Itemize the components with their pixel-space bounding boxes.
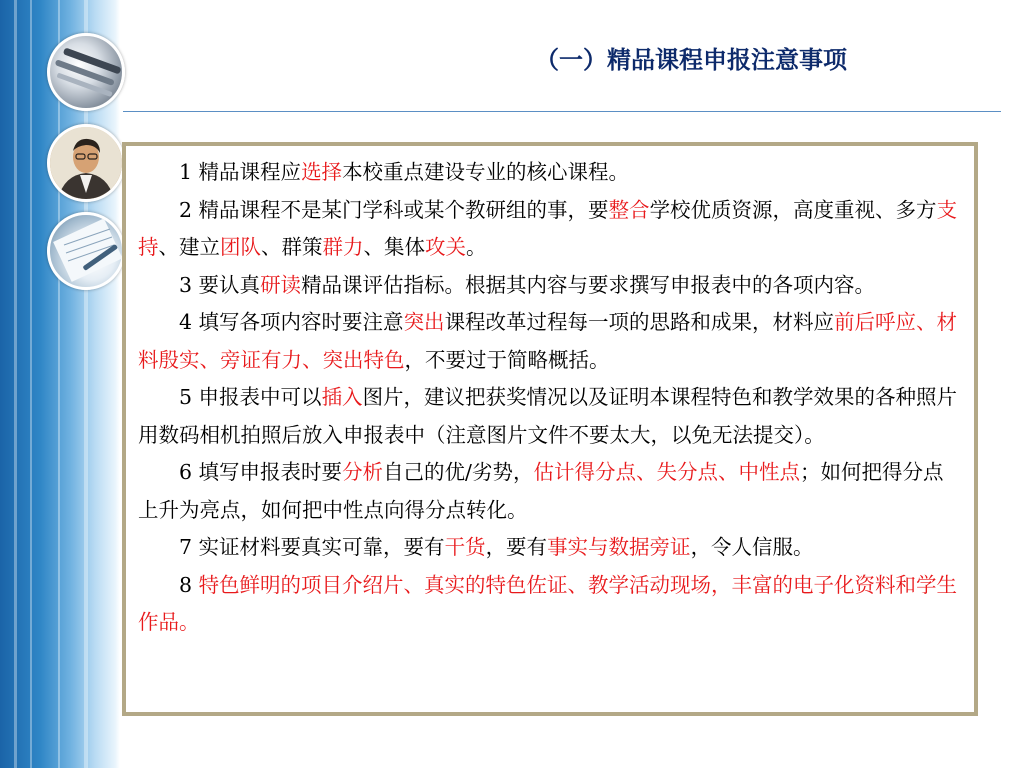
list-item xyxy=(138,154,962,192)
page-title: （一）精品课程申报注意事项 xyxy=(535,46,847,74)
list-item xyxy=(138,304,962,379)
highlight-text: 特色鲜明的项目介绍片、真实的特色佐证、教学活动现场，丰富的电子化资料和学生作品。 xyxy=(138,572,958,634)
list-item xyxy=(138,567,962,642)
highlight-text: 突出 xyxy=(403,310,445,334)
highlight-text: 攻关 xyxy=(425,235,466,259)
highlight-text: 群力 xyxy=(322,235,364,259)
body-text: ，不要过于简略概括。 xyxy=(404,347,610,372)
body-text: 图片，建议把获奖情况以及证明本课程特色和教学效果的各种照片用数码相机拍照后放入申报表中（注意图片文件不要太大，以免无法提交）。 xyxy=(138,385,958,447)
sidebar-stripe xyxy=(58,0,60,768)
highlight-text: 分析 xyxy=(342,460,384,484)
body-text: 、集体 xyxy=(363,235,425,259)
paper-photo-icon xyxy=(47,212,125,290)
body-text: 学校优质资源，高度重视、多方 xyxy=(649,197,937,222)
content-box xyxy=(122,142,978,716)
highlight-text: 事实与数据旁证 xyxy=(547,535,691,559)
highlight-text: 干货 xyxy=(444,535,486,559)
body-text: 。 xyxy=(466,235,487,259)
sidebar-stripe xyxy=(30,0,32,768)
highlight-text: 团队 xyxy=(220,235,261,259)
title-divider xyxy=(123,111,1001,112)
list-item xyxy=(138,454,962,529)
body-text: 6 填写申报表时要 xyxy=(179,460,343,484)
sidebar-stripe xyxy=(84,0,88,768)
body-text: 7 实证材料要真实可靠，要有 xyxy=(179,535,445,559)
body-text: 2 精品课程不是某门学科或某个教研组的事，要 xyxy=(179,197,609,222)
body-text: ，令人信服。 xyxy=(690,535,814,559)
highlight-text: 整合 xyxy=(608,197,650,222)
highlight-text: 研读 xyxy=(260,272,302,297)
body-text: 、群策 xyxy=(261,235,323,259)
sidebar-stripe xyxy=(14,0,17,768)
person-photo-icon xyxy=(47,124,125,202)
body-text: 1 精品课程应 xyxy=(179,160,302,184)
body-text: ，要有 xyxy=(485,535,548,559)
decorative-sidebar xyxy=(0,0,120,768)
highlight-text: 估计得分点、失分点、中性点 xyxy=(533,460,800,484)
highlight-text: 选择 xyxy=(301,160,343,184)
list-item xyxy=(138,267,962,305)
list-item xyxy=(138,192,962,267)
body-text: 、建立 xyxy=(158,235,220,259)
body-text: 精品课评估指标。根据其内容与要求撰写申报表中的各项内容。 xyxy=(301,272,876,297)
body-text: 自己的优/劣势， xyxy=(383,460,534,484)
body-text: 本校重点建设专业的核心课程。 xyxy=(342,160,630,184)
body-text: 5 申报表中可以 xyxy=(179,385,322,409)
body-text: 4 填写各项内容时要注意 xyxy=(179,310,404,334)
body-text: 8 xyxy=(179,572,199,597)
highlight-text: 前后呼应、材料殷实、旁证有力、突出特色 xyxy=(138,310,958,372)
body-text: 课程改革过程每一项的思路和成果，材料应 xyxy=(444,310,835,334)
highlight-text: 插入 xyxy=(321,385,363,409)
body-text: ；如何把得分点上升为亮点，如何把中性点向得分点转化。 xyxy=(138,460,944,522)
body-text: 3 要认真 xyxy=(179,272,261,297)
highlight-text: 支持 xyxy=(138,197,958,259)
list-item xyxy=(138,379,962,454)
pens-photo-icon xyxy=(47,33,125,111)
list-item xyxy=(138,529,962,567)
